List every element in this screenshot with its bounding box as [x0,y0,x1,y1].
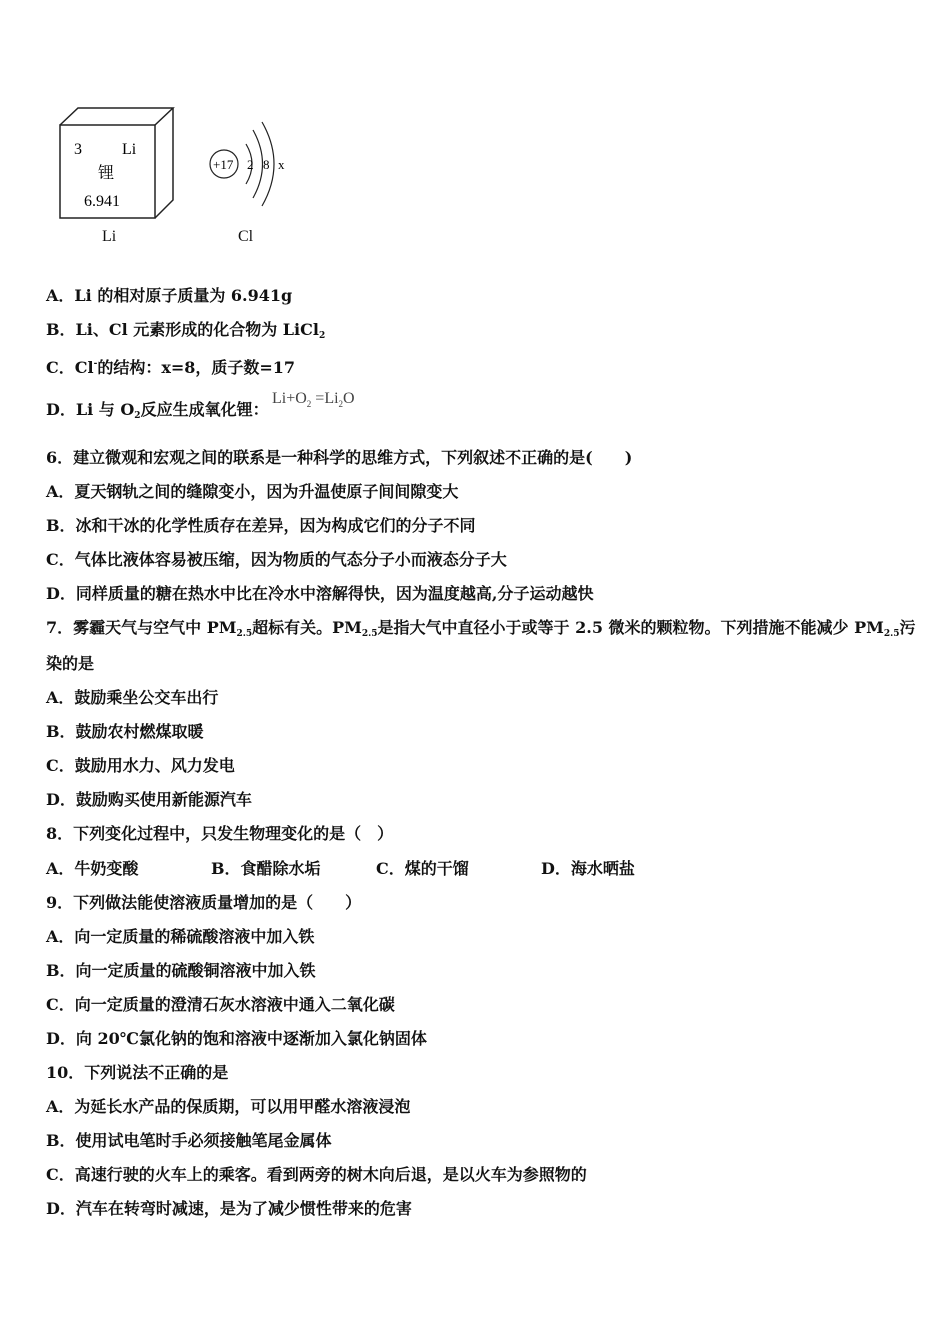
q5-option-d [46,400,269,426]
q5-d-subscript: 2 [134,411,141,421]
eq-part: O [343,390,355,407]
cl-caption: Cl [238,228,254,245]
q8-option-d: D．海水晒盐 [541,859,635,878]
q7-stem-text: 是指大气中直径小于或等于 2.5 微米的颗粒物。下列措施不能减少 PM [377,618,884,637]
q8-option-b: B．食醋除水垢 [211,859,321,878]
q5-d-text: D．Li 与 O [46,400,135,419]
q8-option-c: C．煤的干馏 [376,859,469,878]
figure-li-cl [50,100,310,264]
q9-option-d: D．向 20℃氯化钠的饱和溶液中逐渐加入氯化钠固体 [46,1029,427,1048]
q8-option-a: A．牛奶变酸 [46,859,139,878]
q8-options-row [46,859,906,879]
eq-subscript: 2 [306,399,312,409]
q5-c-superscript: - [93,359,98,369]
q7-stem [46,618,916,644]
li-symbol: Li [122,141,137,158]
q5-option-b [46,320,325,346]
q8-stem: 8．下列变化过程中，只发生物理变化的是（ ） [46,824,394,843]
q9-option-c: C．向一定质量的澄清石灰水溶液中通入二氧化碳 [46,995,395,1014]
li-name: 锂 [98,163,115,182]
electron-shell-arc [253,130,263,198]
q7-option-a: A．鼓励乘坐公交车出行 [46,688,219,707]
q6-option-a: A．夏天钢轨之间的缝隙变小，因为升温使原子间间隙变大 [46,482,459,501]
shell-count: 8 [263,157,270,172]
q7-subscript: 2.5 [361,629,378,639]
q10-option-a: A．为延长水产品的保质期，可以用甲醛水溶液浸泡 [46,1097,411,1116]
q6-option-c: C．气体比液体容易被压缩，因为物质的气态分子小而液态分子大 [46,550,507,569]
eq-part: =Li [311,390,339,407]
q5-b-subscript: 2 [318,331,326,341]
q5-equation [272,390,355,409]
li-caption: Li [102,228,117,245]
q7-stem-text: 污 [899,618,916,637]
q9-option-b: B．向一定质量的硫酸铜溶液中加入铁 [46,961,316,980]
q6-option-b: B．冰和干冰的化学性质存在差异，因为构成它们的分子不同 [46,516,476,535]
q5-b-text: B．Li、Cl 元素形成的化合物为 LiCl [46,320,319,339]
q5-d-text-suffix: 反应生成氧化锂： [140,400,269,419]
q5-c-text-suffix: 的结构：x=8，质子数=17 [97,358,296,377]
q9-stem: 9．下列做法能使溶液质量增加的是（ ） [46,893,362,912]
q7-stem-line2: 染的是 [46,654,95,673]
eq-part: Li+O [272,390,307,407]
q5-option-a: A．Li 的相对原子质量为 6.941g [46,286,293,305]
shell-count: x [278,157,285,172]
q10-option-b: B．使用试电笔时手必须接触笔尾金属体 [46,1131,332,1150]
q9-option-a: A．向一定质量的稀硫酸溶液中加入铁 [46,927,315,946]
cl-nucleus-charge: +17 [213,157,234,172]
li-mass: 6.941 [84,193,120,210]
q7-subscript: 2.5 [236,629,253,639]
cl-atom-structure [210,122,285,206]
element-diagram [50,100,310,260]
q7-option-c: C．鼓励用水力、风力发电 [46,756,235,775]
q10-option-c: C．高速行驶的火车上的乘客。看到两旁的树木向后退，是以火车为参照物的 [46,1165,587,1184]
q6-stem: 6．建立微观和宏观之间的联系是一种科学的思维方式，下列叙述不正确的是( ) [46,448,633,467]
q5-c-text: C．Cl [46,358,94,377]
q7-stem-text: 超标有关。PM [252,618,362,637]
q7-subscript: 2.5 [883,629,900,639]
q6-option-d: D．同样质量的糖在热水中比在冷水中溶解得快，因为温度越高,分子运动越快 [46,584,594,603]
q7-stem-text: 7．雾霾天气与空气中 PM [46,618,237,637]
q10-stem: 10．下列说法不正确的是 [46,1063,229,1082]
q10-option-d: D．汽车在转弯时减速，是为了减少惯性带来的危害 [46,1199,412,1218]
q5-option-c [46,354,295,378]
eq-subscript: 2 [338,399,344,409]
q7-option-b: B．鼓励农村燃煤取暖 [46,722,204,741]
shell-count: 2 [247,157,254,172]
li-atomic-number: 3 [74,141,82,158]
q7-option-d: D．鼓励购买使用新能源汽车 [46,790,252,809]
